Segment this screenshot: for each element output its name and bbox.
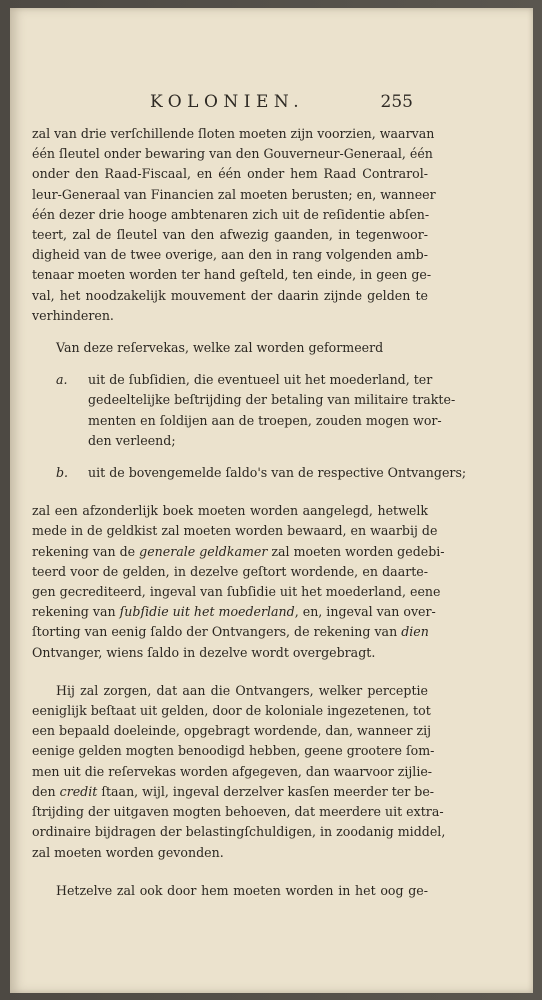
list-marker: b. <box>56 465 69 481</box>
text-line: teerd voor de gelden, in dezelve geſtort wordende, en daarte- <box>32 563 428 579</box>
italic-term: generale geldkamer <box>139 543 268 559</box>
paragraph-1 <box>32 124 436 326</box>
text-line: één dezer drie hooge ambtenaren zich uit de reſidentie abſen- <box>32 206 430 222</box>
text-line: een bepaald doeleinde, opgebragt wordende, dan, wanneer zij <box>32 723 432 739</box>
text-line: menten en ſoldijen aan de troepen, zouden mogen wor- <box>88 412 442 428</box>
book-page <box>10 8 533 993</box>
text-line: rekening van de generale geldkamer zal moeten worden gedebi- <box>32 543 445 559</box>
page-number: 255 <box>380 92 413 112</box>
text-line: ordinaire bijdragen der belastingſchuldigen, in zoodanig middel, <box>32 824 446 840</box>
text-line: eenige gelden mogten benoodigd hebben, geene grootere ſom- <box>32 743 435 759</box>
text-line: gedeeltelijke beſtrijding der betaling van militaire trakte- <box>88 392 456 408</box>
text-line: gen gecrediteerd, ingeval van ſubſidie uit het moederland, eene <box>32 584 441 600</box>
text-line: tenaar moeten worden ter hand geſteld, ten einde, in geen ge- <box>32 267 432 283</box>
list-item-b <box>32 463 467 483</box>
text-line: onder den Raad-Fiscaal, en één onder hem Raad Contrarol- <box>32 166 428 182</box>
text-line: verhinderen. <box>32 307 114 323</box>
paragraph-5 <box>32 881 428 901</box>
running-head: KOLONIEN. <box>150 92 305 112</box>
text-line: zal een afzonderlijk boek moeten worden aangelegd, hetwelk <box>32 503 428 519</box>
text-line: den credit ſtaan, wijl, ingeval derzelver kasſen meerder ter be- <box>32 783 435 799</box>
italic-term: dien <box>401 624 429 640</box>
text-line: eeniglijk beſtaat uit gelden, door de koloniale ingezetenen, tot <box>32 703 431 719</box>
text-line: uit de ſubſidien, die eventueel uit het moederland, ter <box>88 372 433 388</box>
paragraph-4 <box>32 681 446 863</box>
text-line: uit de bovengemelde ſaldo's van de respective Ontvangers; <box>88 465 467 481</box>
body-text <box>32 124 467 901</box>
text-line: zal moeten worden gevonden. <box>32 844 224 860</box>
text-line: ſtrijding der uitgaven mogten behoeven, dat meerdere uit extra- <box>32 804 444 820</box>
text-line: teert, zal de ſleutel van den afwezig gaanden, in tegenwoor- <box>32 227 428 243</box>
page-header <box>10 88 533 118</box>
list-item-a <box>32 370 456 451</box>
italic-term: credit <box>59 783 98 799</box>
text-line: één ſleutel onder bewaring van den Gouverneur-Generaal, één <box>32 146 433 162</box>
paragraph-3 <box>32 501 445 663</box>
italic-term: ſubſidie uit het moederland <box>119 604 295 620</box>
text-line: ſtorting van eenig ſaldo der Ontvangers, de rekening van dien <box>32 624 429 640</box>
text-line: mede in de geldkist zal moeten worden bewaard, en waarbij de <box>32 523 438 539</box>
text-line: rekening van ſubſidie uit het moederland, en, ingeval van over- <box>32 604 436 620</box>
text-line: val, het noodzakelijk mouvement der daarin zijnde gelden te <box>32 287 428 303</box>
text-line: Hij zal zorgen, dat aan die Ontvangers, welker perceptie <box>56 682 428 698</box>
text-line: leur-Generaal van Financien zal moeten berusten; en, wanneer <box>32 186 436 202</box>
text-line: men uit die reſervekas worden afgegeven, dan waarvoor zijlie- <box>32 763 433 779</box>
text-line: Hetzelve zal ook door hem moeten worden in het oog ge- <box>56 882 428 898</box>
text-line: zal van drie verſchillende ſloten moeten zijn voorzien, waarvan <box>32 126 435 141</box>
paragraph-2 <box>32 338 428 358</box>
text-line: den verleend; <box>88 432 176 448</box>
list-marker: a. <box>56 372 68 388</box>
text-line: Ontvanger, wiens ſaldo in dezelve wordt overgebragt. <box>32 644 376 660</box>
text-line: Van deze reſervekas, welke zal worden geformeerd <box>56 340 384 356</box>
text-line: digheid van de twee overige, aan den in rang volgenden amb- <box>32 247 428 263</box>
